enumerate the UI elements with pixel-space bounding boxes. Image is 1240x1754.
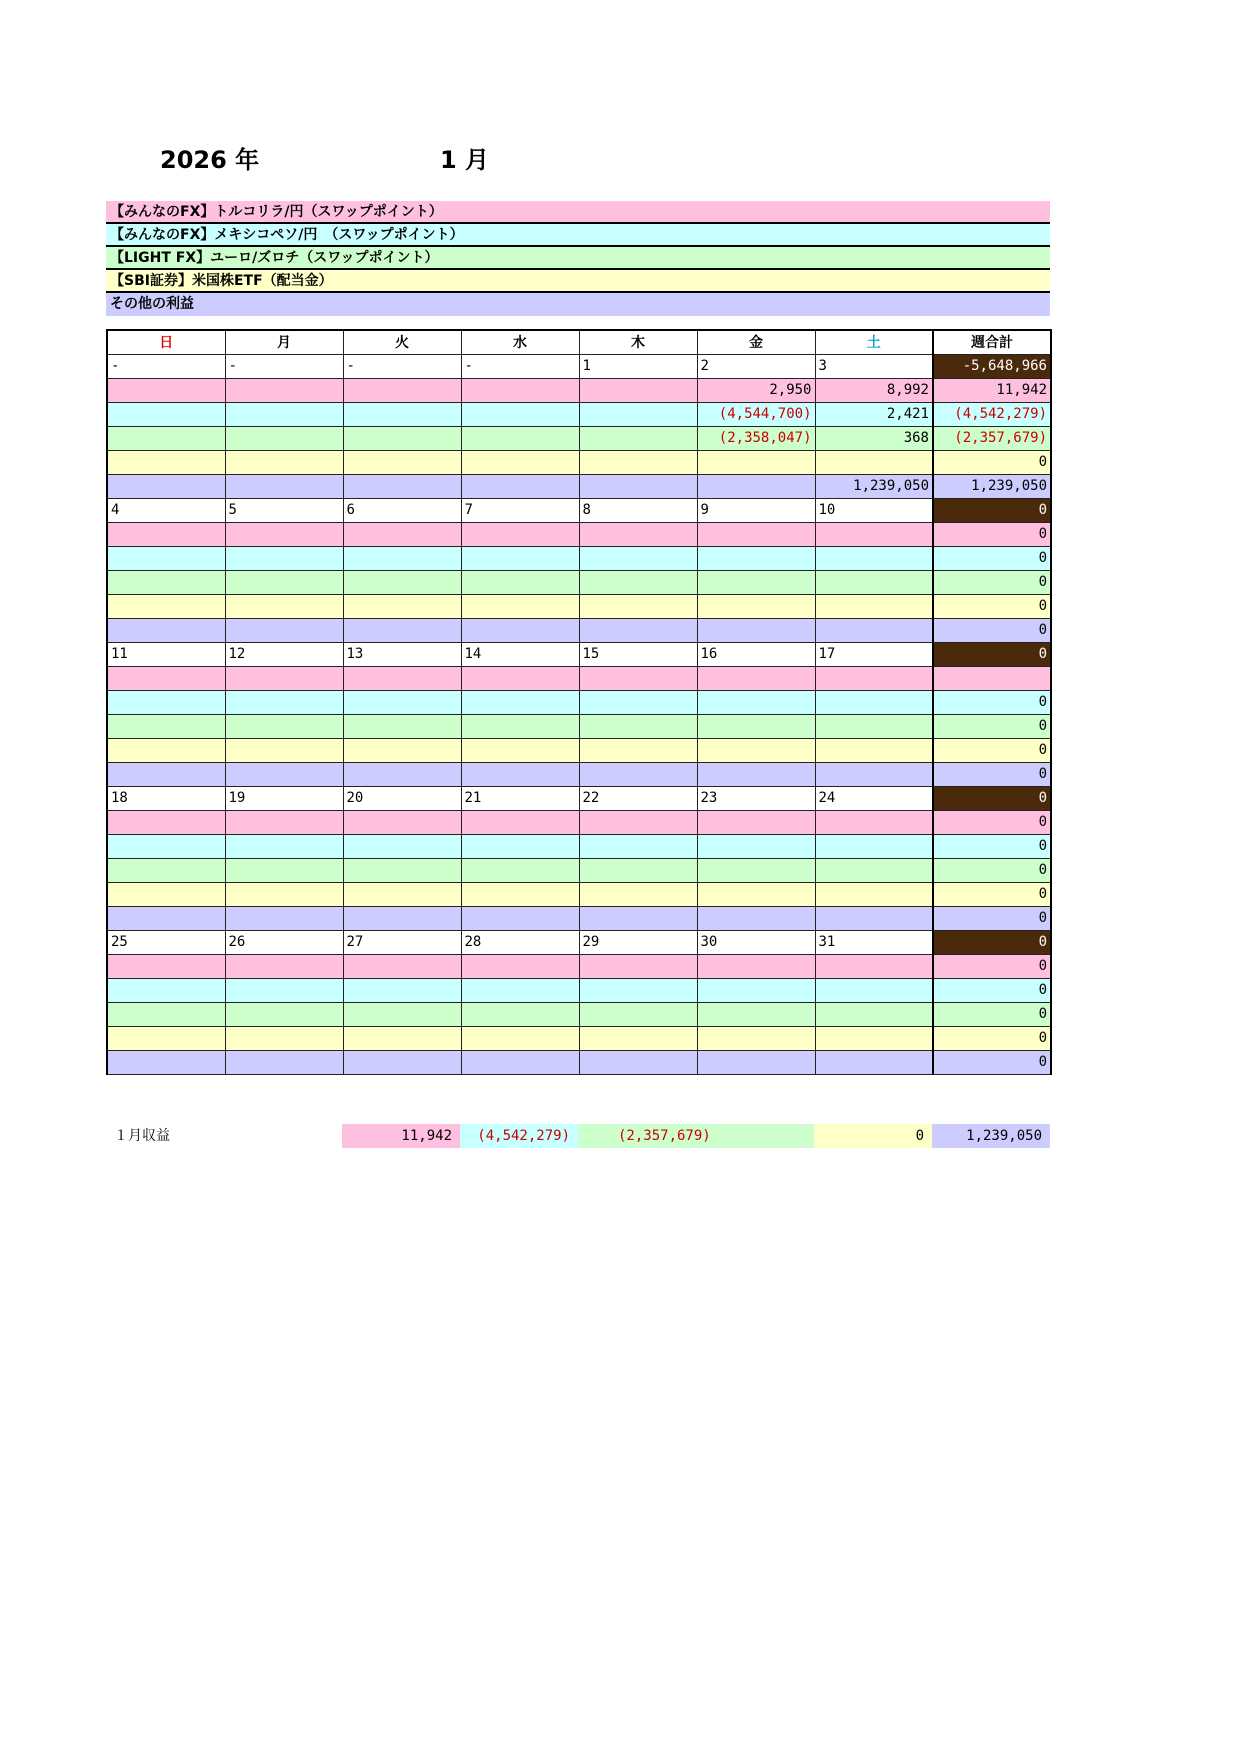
date-cell-fri: 30	[697, 930, 815, 954]
value-cell	[225, 810, 343, 834]
category-week-total: 0	[933, 882, 1051, 906]
value-cell	[815, 882, 933, 906]
category-week-total: 0	[933, 978, 1051, 1002]
value-cell	[579, 1050, 697, 1074]
category-week-total: 0	[933, 1026, 1051, 1050]
value-cell	[343, 690, 461, 714]
value-cell	[461, 834, 579, 858]
value-cell	[107, 738, 225, 762]
value-cell	[225, 978, 343, 1002]
title-year: 2026 年	[160, 146, 260, 174]
category-week-total: 0	[933, 762, 1051, 786]
value-cell	[697, 1026, 815, 1050]
value-cell	[579, 618, 697, 642]
value-cell	[343, 906, 461, 930]
date-cell-sat: 17	[815, 642, 933, 666]
legend-item-mxn-jpy: 【みんなのFX】メキシコペソ/円 （スワップポイント）	[106, 224, 1050, 247]
value-cell	[343, 954, 461, 978]
legend-item-eur-pln: 【LIGHT FX】ユーロ/ズロチ（スワップポイント）	[106, 247, 1050, 270]
value-cell	[697, 1002, 815, 1026]
category-week-total: 0	[933, 618, 1051, 642]
value-cell	[579, 666, 697, 690]
date-cell-sat: 24	[815, 786, 933, 810]
value-cell	[343, 474, 461, 498]
date-cell-tue: 20	[343, 786, 461, 810]
summary-try-jpy: 11,942	[342, 1124, 460, 1148]
value-cell	[107, 546, 225, 570]
value-cell	[697, 954, 815, 978]
value-cell	[697, 762, 815, 786]
value-cell	[107, 906, 225, 930]
value-cell	[815, 666, 933, 690]
date-cell-sun: 18	[107, 786, 225, 810]
week-total-cell: 0	[933, 642, 1051, 666]
value-cell	[579, 570, 697, 594]
week-value-row	[107, 690, 1051, 714]
value-cell	[579, 474, 697, 498]
value-cell	[579, 762, 697, 786]
value-cell	[697, 738, 815, 762]
category-week-total: 0	[933, 570, 1051, 594]
date-cell-thu: 1	[579, 354, 697, 378]
value-cell	[815, 738, 933, 762]
value-cell	[225, 1002, 343, 1026]
value-cell	[461, 882, 579, 906]
header-wed: 水	[461, 330, 579, 354]
legend-item-other: その他の利益	[106, 293, 1050, 316]
value-cell	[343, 522, 461, 546]
value-cell	[225, 618, 343, 642]
value-cell	[697, 450, 815, 474]
week-value-row	[107, 1050, 1051, 1074]
week-value-row	[107, 738, 1051, 762]
calendar-body	[107, 354, 1051, 1074]
value-cell	[815, 834, 933, 858]
value-cell	[697, 978, 815, 1002]
value-cell	[579, 714, 697, 738]
value-cell	[579, 738, 697, 762]
value-cell	[579, 858, 697, 882]
date-cell-thu: 22	[579, 786, 697, 810]
value-cell	[225, 378, 343, 402]
week-date-row	[107, 498, 1051, 522]
value-cell: 1,239,050	[815, 474, 933, 498]
value-cell	[697, 1050, 815, 1074]
value-cell	[815, 810, 933, 834]
week-value-row	[107, 378, 1051, 402]
value-cell	[697, 834, 815, 858]
date-cell-tue: -	[343, 354, 461, 378]
value-cell	[107, 1026, 225, 1050]
value-cell	[815, 690, 933, 714]
date-cell-mon: 19	[225, 786, 343, 810]
value-cell	[815, 1026, 933, 1050]
category-week-total: 0	[933, 594, 1051, 618]
value-cell	[461, 738, 579, 762]
value-cell	[343, 594, 461, 618]
value-cell	[579, 378, 697, 402]
week-value-row	[107, 666, 1051, 690]
value-cell	[697, 882, 815, 906]
legend-item-us-etf: 【SBI証券】米国株ETF（配当金）	[106, 270, 1050, 293]
date-cell-mon: 5	[225, 498, 343, 522]
value-cell	[343, 546, 461, 570]
value-cell	[343, 402, 461, 426]
value-cell	[343, 666, 461, 690]
date-cell-tue: 27	[343, 930, 461, 954]
date-cell-sun: 25	[107, 930, 225, 954]
value-cell	[579, 594, 697, 618]
summary-us-etf: 0	[814, 1124, 932, 1148]
week-value-row	[107, 522, 1051, 546]
value-cell	[343, 1050, 461, 1074]
value-cell	[343, 882, 461, 906]
value-cell	[461, 450, 579, 474]
category-week-total	[933, 666, 1051, 690]
category-week-total: 0	[933, 1050, 1051, 1074]
value-cell	[579, 426, 697, 450]
value-cell	[815, 858, 933, 882]
value-cell	[815, 546, 933, 570]
week-value-row	[107, 858, 1051, 882]
value-cell	[343, 810, 461, 834]
value-cell	[815, 714, 933, 738]
value-cell	[579, 690, 697, 714]
value-cell	[107, 858, 225, 882]
value-cell	[343, 570, 461, 594]
date-cell-fri: 23	[697, 786, 815, 810]
week-value-row	[107, 882, 1051, 906]
summary-eur-pln: (2,357,679)	[578, 1124, 814, 1148]
header-sun: 日	[107, 330, 225, 354]
header-sat: 土	[815, 330, 933, 354]
summary-mxn-jpy: (4,542,279)	[460, 1124, 578, 1148]
value-cell	[697, 690, 815, 714]
value-cell	[461, 474, 579, 498]
value-cell	[461, 1002, 579, 1026]
value-cell	[461, 546, 579, 570]
date-cell-wed: -	[461, 354, 579, 378]
week-date-row	[107, 354, 1051, 378]
value-cell: 8,992	[815, 378, 933, 402]
date-cell-wed: 28	[461, 930, 579, 954]
value-cell	[461, 690, 579, 714]
header-week-total: 週合計	[933, 330, 1051, 354]
value-cell	[107, 1002, 225, 1026]
value-cell	[579, 522, 697, 546]
summary-label: １月収益	[114, 1128, 170, 1144]
value-cell: (2,358,047)	[697, 426, 815, 450]
value-cell	[343, 618, 461, 642]
value-cell	[225, 690, 343, 714]
value-cell	[107, 810, 225, 834]
value-cell	[107, 522, 225, 546]
value-cell	[461, 810, 579, 834]
value-cell	[461, 954, 579, 978]
value-cell	[815, 1002, 933, 1026]
value-cell	[461, 1026, 579, 1050]
value-cell	[815, 1050, 933, 1074]
value-cell	[579, 546, 697, 570]
calendar-header-row	[107, 330, 1051, 354]
value-cell	[107, 426, 225, 450]
value-cell	[697, 474, 815, 498]
value-cell	[461, 618, 579, 642]
value-cell	[579, 810, 697, 834]
value-cell	[697, 858, 815, 882]
week-value-row	[107, 714, 1051, 738]
date-cell-sun: 11	[107, 642, 225, 666]
week-value-row	[107, 618, 1051, 642]
week-value-row	[107, 474, 1051, 498]
category-week-total: 0	[933, 738, 1051, 762]
value-cell	[461, 378, 579, 402]
legend-item-try-jpy: 【みんなのFX】トルコリラ/円（スワップポイント）	[106, 201, 1050, 224]
value-cell	[343, 714, 461, 738]
value-cell	[697, 810, 815, 834]
category-week-total: (2,357,679)	[933, 426, 1051, 450]
date-cell-fri: 9	[697, 498, 815, 522]
header-tue: 火	[343, 330, 461, 354]
value-cell	[107, 834, 225, 858]
week-value-row	[107, 546, 1051, 570]
value-cell	[343, 450, 461, 474]
week-value-row	[107, 906, 1051, 930]
category-week-total: 0	[933, 522, 1051, 546]
value-cell: (4,544,700)	[697, 402, 815, 426]
value-cell	[107, 618, 225, 642]
week-value-row	[107, 402, 1051, 426]
category-week-total: 0	[933, 546, 1051, 570]
category-week-total: 1,239,050	[933, 474, 1051, 498]
value-cell	[107, 954, 225, 978]
value-cell	[697, 666, 815, 690]
value-cell	[225, 1050, 343, 1074]
value-cell	[107, 378, 225, 402]
value-cell	[815, 450, 933, 474]
calendar-table	[106, 329, 1052, 1075]
legend	[106, 201, 1050, 316]
value-cell	[225, 882, 343, 906]
value-cell	[579, 450, 697, 474]
value-cell	[343, 738, 461, 762]
date-cell-sun: 4	[107, 498, 225, 522]
value-cell	[107, 978, 225, 1002]
value-cell	[343, 1026, 461, 1050]
value-cell	[579, 1026, 697, 1050]
value-cell	[343, 1002, 461, 1026]
week-value-row	[107, 810, 1051, 834]
value-cell	[815, 522, 933, 546]
value-cell	[815, 906, 933, 930]
category-week-total: 0	[933, 810, 1051, 834]
value-cell	[815, 594, 933, 618]
week-total-cell: -5,648,966	[933, 354, 1051, 378]
category-week-total: 0	[933, 1002, 1051, 1026]
value-cell	[461, 570, 579, 594]
value-cell	[107, 570, 225, 594]
week-value-row	[107, 426, 1051, 450]
date-cell-sat: 31	[815, 930, 933, 954]
date-cell-wed: 14	[461, 642, 579, 666]
category-week-total: 0	[933, 858, 1051, 882]
date-cell-sun: -	[107, 354, 225, 378]
value-cell	[815, 570, 933, 594]
date-cell-tue: 13	[343, 642, 461, 666]
week-value-row	[107, 954, 1051, 978]
value-cell	[107, 762, 225, 786]
week-value-row	[107, 762, 1051, 786]
week-date-row	[107, 786, 1051, 810]
value-cell	[461, 858, 579, 882]
monthly-summary	[106, 1124, 1050, 1148]
value-cell	[225, 402, 343, 426]
value-cell	[107, 882, 225, 906]
value-cell	[225, 906, 343, 930]
value-cell	[107, 402, 225, 426]
week-total-cell: 0	[933, 786, 1051, 810]
date-cell-sat: 10	[815, 498, 933, 522]
date-cell-mon: 26	[225, 930, 343, 954]
date-cell-thu: 29	[579, 930, 697, 954]
week-date-row	[107, 642, 1051, 666]
header-thu: 木	[579, 330, 697, 354]
value-cell	[697, 906, 815, 930]
value-cell	[107, 594, 225, 618]
value-cell	[107, 690, 225, 714]
value-cell	[461, 666, 579, 690]
value-cell	[461, 1050, 579, 1074]
value-cell	[225, 762, 343, 786]
week-total-cell: 0	[933, 498, 1051, 522]
value-cell	[815, 954, 933, 978]
category-week-total: 11,942	[933, 378, 1051, 402]
value-cell	[343, 834, 461, 858]
date-cell-thu: 15	[579, 642, 697, 666]
header-fri: 金	[697, 330, 815, 354]
date-cell-wed: 7	[461, 498, 579, 522]
value-cell	[343, 378, 461, 402]
value-cell	[225, 474, 343, 498]
summary-other: 1,239,050	[932, 1124, 1050, 1148]
value-cell	[225, 954, 343, 978]
value-cell	[579, 402, 697, 426]
date-cell-tue: 6	[343, 498, 461, 522]
value-cell	[225, 450, 343, 474]
value-cell	[343, 762, 461, 786]
value-cell	[225, 546, 343, 570]
category-week-total: 0	[933, 714, 1051, 738]
value-cell	[461, 762, 579, 786]
value-cell	[579, 954, 697, 978]
category-week-total: 0	[933, 450, 1051, 474]
week-value-row	[107, 450, 1051, 474]
week-value-row	[107, 570, 1051, 594]
value-cell	[461, 906, 579, 930]
week-value-row	[107, 594, 1051, 618]
week-value-row	[107, 1026, 1051, 1050]
title-month: 1 月	[440, 146, 490, 174]
value-cell	[461, 714, 579, 738]
value-cell	[579, 978, 697, 1002]
value-cell	[461, 978, 579, 1002]
value-cell	[461, 594, 579, 618]
value-cell	[697, 594, 815, 618]
category-week-total: 0	[933, 906, 1051, 930]
value-cell	[815, 978, 933, 1002]
value-cell	[343, 426, 461, 450]
value-cell	[225, 522, 343, 546]
value-cell	[107, 1050, 225, 1074]
value-cell	[225, 426, 343, 450]
value-cell	[461, 402, 579, 426]
value-cell	[697, 570, 815, 594]
value-cell	[697, 546, 815, 570]
date-cell-fri: 2	[697, 354, 815, 378]
value-cell	[225, 858, 343, 882]
category-week-total: 0	[933, 834, 1051, 858]
date-cell-wed: 21	[461, 786, 579, 810]
date-cell-sat: 3	[815, 354, 933, 378]
week-total-cell: 0	[933, 930, 1051, 954]
value-cell	[579, 882, 697, 906]
date-cell-fri: 16	[697, 642, 815, 666]
value-cell	[461, 426, 579, 450]
week-value-row	[107, 978, 1051, 1002]
date-cell-thu: 8	[579, 498, 697, 522]
value-cell: 2,421	[815, 402, 933, 426]
value-cell	[107, 714, 225, 738]
value-cell: 368	[815, 426, 933, 450]
header-mon: 月	[225, 330, 343, 354]
value-cell	[107, 450, 225, 474]
category-week-total: 0	[933, 954, 1051, 978]
date-cell-mon: 12	[225, 642, 343, 666]
date-cell-mon: -	[225, 354, 343, 378]
value-cell	[579, 1002, 697, 1026]
value-cell	[343, 978, 461, 1002]
value-cell	[107, 666, 225, 690]
value-cell	[343, 858, 461, 882]
value-cell	[225, 1026, 343, 1050]
week-value-row	[107, 1002, 1051, 1026]
category-week-total: 0	[933, 690, 1051, 714]
value-cell	[225, 594, 343, 618]
category-week-total: (4,542,279)	[933, 402, 1051, 426]
value-cell	[225, 738, 343, 762]
value-cell	[225, 834, 343, 858]
value-cell	[225, 714, 343, 738]
week-date-row	[107, 930, 1051, 954]
value-cell	[579, 906, 697, 930]
value-cell	[107, 474, 225, 498]
value-cell	[225, 666, 343, 690]
value-cell: 2,950	[697, 378, 815, 402]
week-value-row	[107, 834, 1051, 858]
value-cell	[697, 618, 815, 642]
value-cell	[579, 834, 697, 858]
value-cell	[697, 522, 815, 546]
value-cell	[697, 714, 815, 738]
value-cell	[461, 522, 579, 546]
value-cell	[225, 570, 343, 594]
value-cell	[815, 762, 933, 786]
value-cell	[815, 618, 933, 642]
